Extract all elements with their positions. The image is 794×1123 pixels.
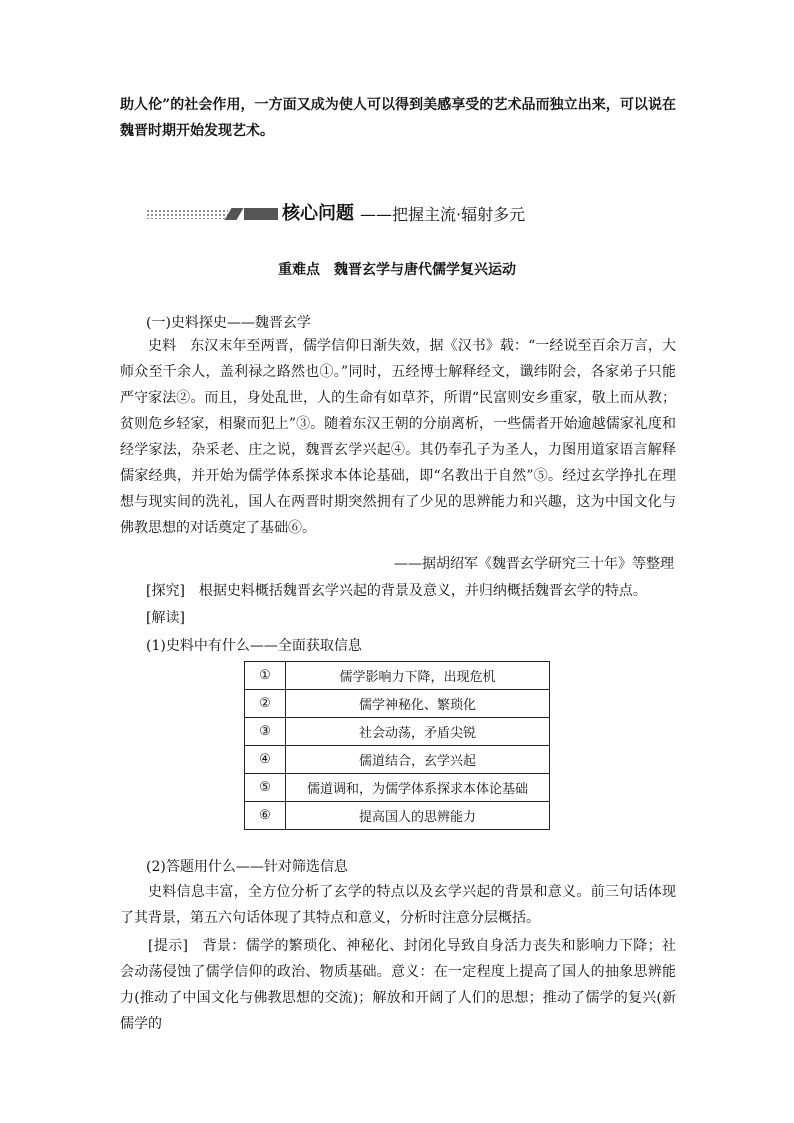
heading-topic: 魏晋玄学与唐代儒学复兴运动 xyxy=(334,262,516,278)
table-row xyxy=(245,662,550,690)
interpret-label: [解读] xyxy=(146,610,185,626)
hint-paragraph: [提示] 背景：儒学的繁琐化、神秘化、封闭化导致自身活力丧失和影响力下降；社会动荡侵蚀了儒学信仰的政治、物质基础。意义：在一定程度上提高了国人的抽象思辨能力(推动了中国文化与佛教思想的交流)；解放和开阔了人们的思想；推动了儒学的复兴(新儒学的 xyxy=(120,938,676,1032)
table-cell-num: ⑤ xyxy=(245,774,286,802)
table-cell-num: ③ xyxy=(245,718,286,746)
table-cell-text: 儒道结合，玄学兴起 xyxy=(286,746,550,774)
step1-title: (1)史料中有什么——全面获取信息 xyxy=(146,638,362,654)
table-row xyxy=(245,802,550,830)
step2-paragraph: 史料信息丰富，全方位分析了玄学的特点以及玄学兴起的背景和意义。前三句话体现了其背景，第五六句话体现了其特点和意义，分析时注意分层概括。 xyxy=(120,884,676,926)
table-row xyxy=(245,746,550,774)
table-cell-num: ⑥ xyxy=(245,802,286,830)
table-cell-num: ① xyxy=(245,662,286,690)
table-row xyxy=(245,690,550,718)
table-cell-text: 儒学影响力下降，出现危机 xyxy=(286,662,550,690)
table-row xyxy=(245,718,550,746)
heading-label: 重难点 xyxy=(278,262,320,278)
table-cell-text: 社会动荡，矛盾尖锐 xyxy=(286,718,550,746)
table-cell-text: 提高国人的思辨能力 xyxy=(286,802,550,830)
step2-title: (2)答题用什么——针对筛选信息 xyxy=(146,859,348,875)
banner-bar-decoration xyxy=(244,208,278,220)
source-paragraph: 史料 东汉末年至两晋，儒学信仰日渐失效，据《汉书》载：“一经说至百余万言，大师众至千余人，盖利禄之路然也①。”同时，五经博士解释经文，谶纬附会，各家弟子只能严守家法②。而且，身处乱世，人的生命有如草芥，所谓“民富则安乡重家，敬上而从教；贫则危乡轻家，相聚而犯上”③。随着东汉王朝的分崩离析，一些儒者开始逾越儒家礼度和经学家法，杂采老、庄之说，魏晋玄学兴起④。其仍奉孔子为圣人，力图用道家语言解释儒家经典，并开始为儒学体系探求本体论基础，即“名教出于自然”⑤。经过玄学挣扎在理想与现实间的洗礼，国人在两晋时期突然拥有了少见的思辨能力和兴趣，这为中国文化与佛教思想的对话奠定了基础⑥。 xyxy=(120,338,676,536)
top-paragraph: 助人伦”的社会作用，一方面又成为使人可以得到美感享受的艺术品而独立出来，可以说在魏晋时期开始发现艺术。 xyxy=(120,97,676,139)
banner-dot-pattern xyxy=(146,209,228,219)
table-row xyxy=(245,774,550,802)
topic-heading xyxy=(0,259,794,279)
explore-prompt: [探究] 根据史料概括魏晋玄学兴起的背景及意义，并归纳概括魏晋玄学的特点。 xyxy=(146,583,647,599)
table-cell-num: ② xyxy=(245,690,286,718)
table-cell-text: 儒道调和，为儒学体系探求本体论基础 xyxy=(286,774,550,802)
info-table xyxy=(244,661,550,830)
banner-subtitle: ——把握主流·辐射多元 xyxy=(360,205,526,224)
source-attribution: ——据胡绍军《魏晋玄学研究三十年》等整理 xyxy=(394,556,674,572)
banner-title: 核心问题 xyxy=(282,203,354,224)
section-banner xyxy=(146,201,566,227)
table-cell-text: 儒学神秘化、繁琐化 xyxy=(286,690,550,718)
section1-title: (一)史料探史——魏晋玄学 xyxy=(146,315,311,331)
table-cell-num: ④ xyxy=(245,746,286,774)
